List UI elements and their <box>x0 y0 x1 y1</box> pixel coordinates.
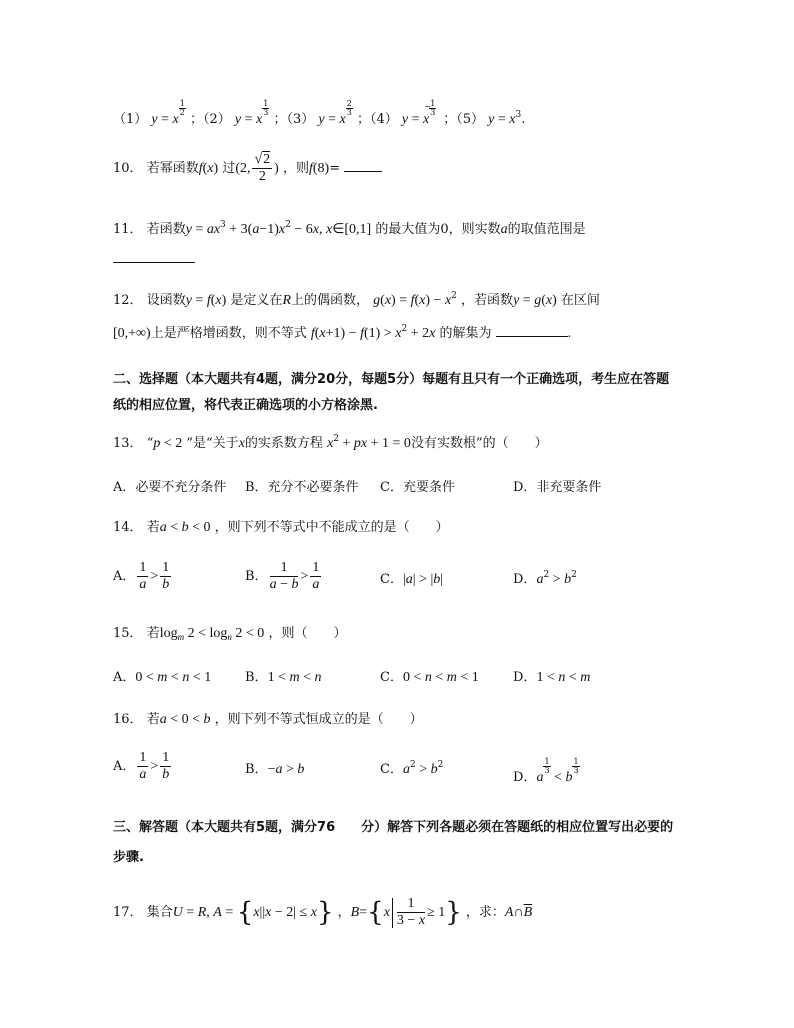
q14-text-2: ，则下列不等式中不能成立的是（ ） <box>214 520 449 535</box>
question-17: 17． 集合U = R, A = {x||x − 2| ≤ x} ，B={x $\frac{1}{3 - x}$ ≥ 1} ，求：$A\cap\overline{B}$ <box>113 896 533 928</box>
q15-option-d-label: D． <box>513 670 537 685</box>
q15-option-d[interactable]: D．1 < n < m <box>513 670 591 685</box>
q15-text-1: 若 <box>146 626 160 641</box>
q12-text-1: 设函数 <box>146 293 186 308</box>
q16-option-c-label: C． <box>380 762 403 777</box>
q17-text-3: ，求： <box>465 905 505 920</box>
q16-option-b-label: B． <box>245 762 268 777</box>
q9-end: . <box>521 112 526 127</box>
q10-text-1: 若幂函数 <box>146 161 199 176</box>
q16-text-1: 若 <box>146 712 160 727</box>
q15-option-b[interactable]: B．1 < m < n <box>245 670 322 685</box>
q15-option-c-label: C． <box>380 670 403 685</box>
q13-text-2: ”是“关于 <box>186 436 239 451</box>
q17-text-1: 集合 <box>146 905 173 920</box>
q14-option-b-label: B． <box>245 569 268 584</box>
q15-option-b-label: B． <box>245 670 268 685</box>
q15-text-2: ，则（ ） <box>268 626 347 641</box>
q14-number: 14． <box>113 520 143 535</box>
section-2-heading-line2: 纸的相应位置，将代表正确选项的小方格涂黑. <box>113 398 378 413</box>
q13-option-c[interactable]: C．充要条件 <box>380 480 455 495</box>
q9-opt4-label: ；（4） <box>357 112 398 127</box>
q14-option-a-label: A． <box>113 569 136 584</box>
q13-option-b[interactable]: B．充分不必要条件 <box>245 480 359 495</box>
q11-number: 11． <box>113 222 143 237</box>
q14-option-a[interactable]: A． $\frac{1}{a}$ > $\frac{1}{b}$ <box>113 560 170 592</box>
q16-option-b[interactable]: B．−a > b <box>245 762 305 777</box>
q13-text-3: 的实系数方程 <box>244 436 323 451</box>
q14-option-d-label: D． <box>513 572 537 587</box>
question-13: 13． “p < 2 ”是“关于x的实系数方程 $x^2$ + px + 1 = 0没有实数根”的（ ） <box>113 434 548 451</box>
q16-option-a[interactable]: A． $\frac{1}{a}$ > $\frac{1}{b}$ <box>113 750 170 782</box>
question-12: 12． 设函数y = f(x) 是定义在R上的偶函数， $g(x) = f(x) - x^2$ ，若函数y = g(x) 在区间 <box>113 291 600 308</box>
q15-option-a[interactable]: A．0 < m < n < 1 <box>113 670 212 685</box>
section-3-heading: 三、解答题（本大题共有5题，满分76 分）解答下列各题必须在答题纸的相应位置写出必要的 <box>113 820 674 835</box>
q13-option-d[interactable]: D．非充要条件 <box>513 480 602 495</box>
q12-answer-blank[interactable] <box>496 336 568 337</box>
q12-text-5: 在区间 <box>560 293 600 308</box>
section-3-heading-line2: 步骤. <box>113 850 144 865</box>
q10-text-3: ，则 <box>282 161 309 176</box>
q14-option-c-label: C． <box>380 572 403 587</box>
section-2-heading: 二、选择题（本大题共有4题，满分20分，每题5分）每题有且只有一个正确选项，考生应在答题 <box>113 372 670 387</box>
q11-text-2: 的最大值为0，则实数 <box>375 222 501 237</box>
q13-text-1: “ <box>146 436 154 451</box>
question-10: 10． 若幂函数f(x) 过(2, $\frac{√2}{2}$ ) ，则f(8)= <box>113 152 382 185</box>
question-11: 11． 若函数$y = ax^3 + 3(a-1)x^2 - 6x$, x∈[0,1] 的最大值为0，则实数a的取值范围是 <box>113 220 586 237</box>
q11-text-3: 的取值范围是 <box>507 222 586 237</box>
question-12-line2: [0,+∞)上是严格增函数，则不等式 $f(x+1) - f(1) > x^2 + 2x$ 的解集为 . <box>113 324 572 341</box>
q14-text-1: 若 <box>146 520 160 535</box>
q13-option-a[interactable]: A．必要不充分条件 <box>113 480 227 495</box>
q9-opt3-label: ；（3） <box>273 112 315 127</box>
q17-number: 17． <box>113 905 143 920</box>
q13-text-4: 没有实数根”的（ ） <box>410 436 548 451</box>
question-14: 14． 若a < b < 0 ，则下列不等式中不能成立的是（ ） <box>113 520 449 535</box>
q16-number: 16． <box>113 712 143 727</box>
q12-text-3: 上的偶函数， <box>291 293 370 308</box>
q12-text-7: 的解集为 <box>439 326 492 341</box>
q11-answer-blank[interactable] <box>113 250 195 263</box>
q10-number: 10． <box>113 161 143 176</box>
q13-number: 13． <box>113 436 143 451</box>
q14-option-c[interactable]: C．|a| > |b| <box>380 572 444 587</box>
question-15: 15． 若$\log_m 2 < \log_n 2 < 0$ ，则（ ） <box>113 626 347 642</box>
q15-number: 15． <box>113 626 143 641</box>
q10-answer-blank[interactable] <box>344 171 382 172</box>
q11-blank-line <box>113 250 195 267</box>
q10-text-2: 过 <box>222 161 236 176</box>
q12-number: 12． <box>113 293 143 308</box>
q12-text-6: 上是严格增函数，则不等式 <box>150 326 307 341</box>
q10-text-4: = <box>329 161 341 176</box>
q16-option-c[interactable]: C．$a^2 > b^2$ <box>380 760 444 777</box>
q12-text-4: ，若函数 <box>461 293 514 308</box>
q16-option-d[interactable]: D．a $^{\frac{1}{3}}$ < b $^{\frac{1}{3}}$ <box>513 757 579 785</box>
q14-option-b[interactable]: B． $\frac{1}{a - b}$ > $\frac{1}{a}$ <box>245 560 320 592</box>
q9-opt5-label: ；（5） <box>443 112 484 127</box>
q11-text-1: 若函数 <box>146 222 186 237</box>
q12-text-2: 是定义在 <box>230 293 283 308</box>
q16-option-d-label: D． <box>513 770 537 785</box>
question-16: 16． 若a < 0 < b ，则下列不等式恒成立的是（ ） <box>113 712 423 727</box>
q15-option-a-label: A． <box>113 670 136 685</box>
q16-text-2: ，则下列不等式恒成立的是（ ） <box>214 712 423 727</box>
q9-opt1-label: （1） <box>113 112 148 127</box>
q16-option-a-label: A． <box>113 759 136 774</box>
q9-opt2-label: ；（2） <box>190 112 231 127</box>
q15-option-c[interactable]: C．0 < n < m < 1 <box>380 670 479 685</box>
q9-options: （1） y = x $^{\frac{1}{2}}$ ；（2） y = x $^{\frac{1}{3}}$ ；（3） y = x $^{\frac{2}{3}}$ ；（4） y = x $^{\frac{1}{3}}$ − ；（5） $y = x^3$. <box>113 99 526 127</box>
q17-text-2: ， <box>337 905 351 920</box>
q14-option-d[interactable]: D．$a^2 > b^2$ <box>513 570 577 587</box>
